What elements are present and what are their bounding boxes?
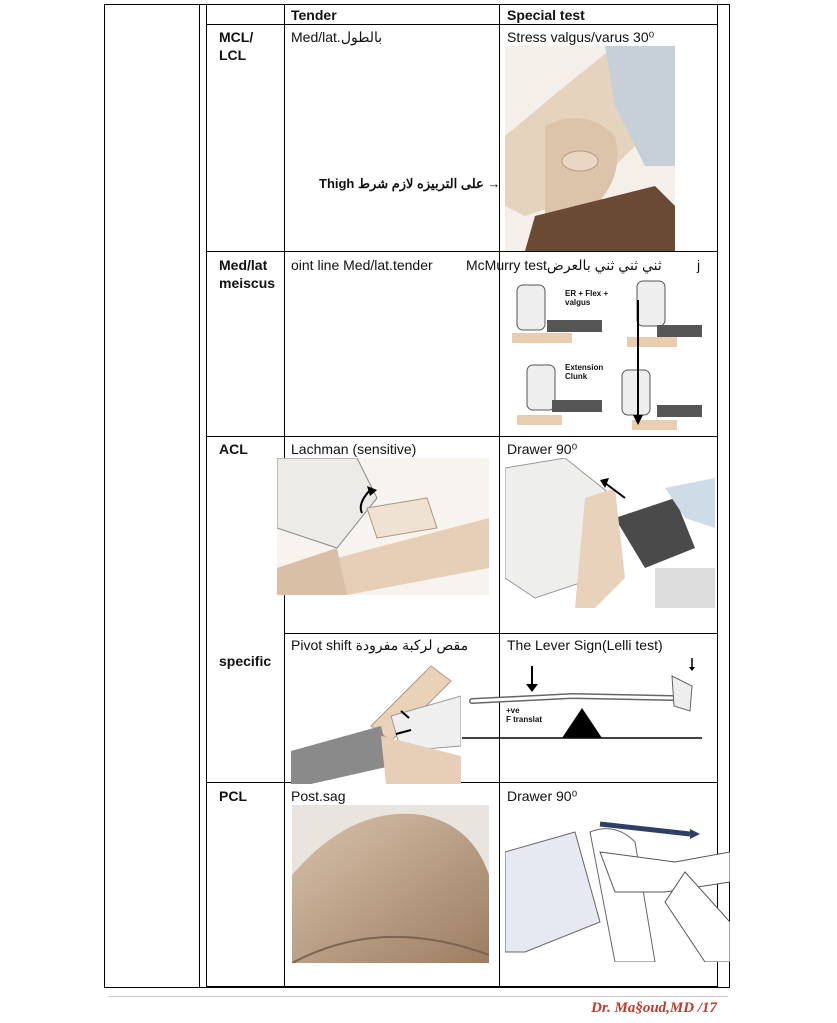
mcmurry-label-extension: Extension Clunk bbox=[565, 363, 604, 381]
row-divider-top bbox=[206, 4, 718, 5]
row-label-acl: ACL bbox=[219, 441, 248, 457]
mcmurry-test-illustration bbox=[507, 275, 710, 435]
row-label-pcl: PCL bbox=[219, 788, 247, 804]
special-mcl: Stress valgus/varus 30⁰ bbox=[507, 29, 655, 45]
row-label-mcl: MCL/ bbox=[219, 29, 254, 45]
tender-post-sag: Post.sag bbox=[291, 788, 346, 804]
lever-label-translat: F translat bbox=[506, 715, 543, 724]
col-divider-tender bbox=[499, 4, 500, 987]
posterior-drawer-illustration bbox=[505, 812, 730, 962]
special-drawer-pcl: Drawer 90⁰ bbox=[507, 788, 578, 804]
special-lever-sign: The Lever Sign(Lelli test) bbox=[507, 637, 663, 653]
mcmurry-label-er-flex: ER + Flex + valgus bbox=[565, 289, 609, 307]
tender-pivot-shift: Pivot shift مقص لركبة مفرودة bbox=[291, 637, 469, 653]
row-label-meniscus: meiscus bbox=[219, 275, 276, 291]
row-divider-header bbox=[206, 24, 718, 25]
col-divider-left-inner bbox=[206, 4, 207, 987]
col-divider-left bbox=[199, 4, 200, 987]
posterior-sag-photo bbox=[292, 805, 489, 963]
row-divider-1 bbox=[206, 251, 718, 252]
special-mcmurry: McMurry testثني ثني ثني بالعرض bbox=[466, 257, 662, 273]
pivot-shift-illustration bbox=[291, 656, 461, 784]
anterior-drawer-illustration bbox=[505, 458, 715, 608]
lachman-test-illustration bbox=[277, 458, 489, 595]
lever-sign-illustration bbox=[462, 656, 702, 746]
row-divider-3 bbox=[284, 633, 718, 634]
footer-rule bbox=[108, 996, 728, 997]
tender-meniscus: oint line Med/lat.tender bbox=[291, 257, 433, 273]
stray-letter: j bbox=[697, 257, 701, 273]
row-label-specific: specific bbox=[219, 653, 272, 669]
lever-label-ve: +ve bbox=[506, 706, 520, 715]
row-label-medlat: Med/lat bbox=[219, 257, 268, 273]
row-label-lcl: LCL bbox=[219, 47, 247, 63]
tender-lachman: Lachman (sensitive) bbox=[291, 441, 417, 457]
header-tender: Tender bbox=[291, 7, 337, 23]
special-drawer-acl: Drawer 90⁰ bbox=[507, 441, 578, 457]
valgus-stress-illustration bbox=[505, 46, 675, 251]
tender-mcl: Med/lat.بالطول bbox=[291, 29, 383, 45]
footer-signature: Dr. Ma§oud,MD /17 bbox=[591, 1000, 717, 1016]
row-divider-bottom bbox=[206, 986, 718, 987]
header-special-test: Special test bbox=[507, 7, 585, 23]
row-divider-2 bbox=[206, 436, 718, 437]
row-divider-4 bbox=[206, 782, 718, 783]
tender-mcl-note: Thigh على التربيزه لازم شرط → bbox=[319, 176, 501, 191]
